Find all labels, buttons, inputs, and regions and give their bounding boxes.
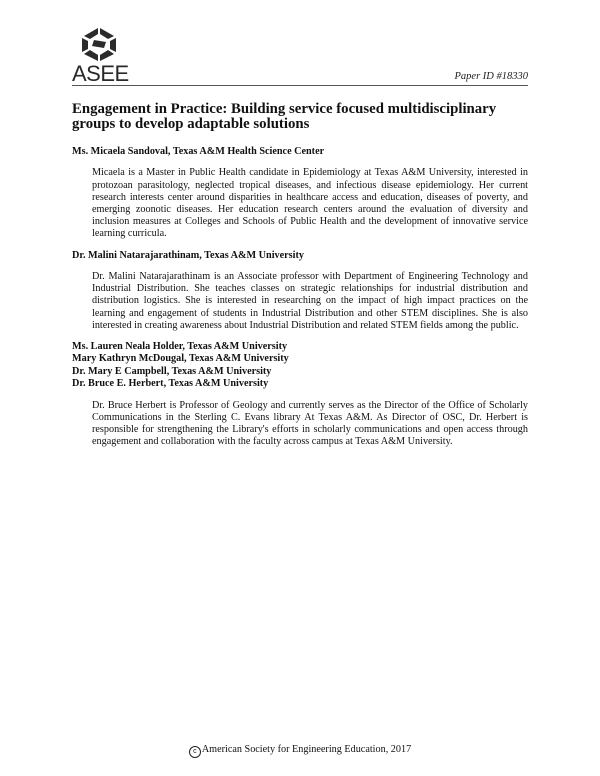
logo-text: ASEE (72, 61, 129, 86)
author-name: Ms. Lauren Neala Holder, Texas A&M University (72, 341, 288, 353)
copyright-text: American Society for Engineering Education, 2017 (201, 744, 412, 755)
asee-logo-icon (78, 26, 122, 62)
author-name: Mary Kathryn McDougal, Texas A&M University (72, 353, 289, 365)
author-name: Dr. Malini Natarajarathinam, Texas A&M University (72, 249, 304, 261)
author-name: Dr. Bruce E. Herbert, Texas A&M University (72, 378, 269, 390)
copyright-icon: c (189, 746, 201, 758)
paper-title: Engagement in Practice: Building service focused multidisciplinary groups to develop adaptable solutions (72, 101, 497, 132)
authors-section (72, 146, 528, 457)
author-name: Dr. Mary E Campbell, Texas A&M University (72, 365, 272, 377)
asee-logo (72, 26, 128, 85)
author-name: Ms. Micaela Sandoval, Texas A&M Health Science Center (72, 146, 325, 157)
author-bio: Dr. Bruce Herbert is Professor of Geology and currently serves as the Director of the Office of Scholarly Communications in the Sterling C. Evans library At Texas A&M. As Director of OSC, Dr. Herbert is responsible for strengthening the Library's efforts in scholarly communications and open access through engagement and collaboration with the faculty across campus at Texas A&M University. (92, 399, 528, 448)
author-bio: Micaela is a Master in Public Health candidate in Epidemiology at Texas A&M University, interested in protozoan parasitology, neglected tropical diseases, and infectious disease epidemiology. Her current research interests center around disparities in healthcare access and education, diseases of poverty, and emerging zoonotic diseases. Her education research centers around the evaluation of diversity and inclusion measures at Colleges and Schools of Public Health and the development of innovative service learning curricula. (92, 167, 528, 240)
author-bio: Dr. Malini Natarajarathinam is an Associate professor with Department of Engineering Technology and Industrial Distribution. She teaches classes on strategic relationships for industrial distribution and distribution logistics. She is interested in researching on the impact of high impact practices on the learning and engagement of students in Industrial Distribution and other STEM disciplines. She is also interested in creating awareness about Industrial Distribution and related STEM fields among the public. (92, 271, 528, 331)
copyright-footer (0, 744, 600, 758)
header-rule (72, 85, 528, 86)
paper-id: Paper ID #18330 (454, 71, 528, 82)
